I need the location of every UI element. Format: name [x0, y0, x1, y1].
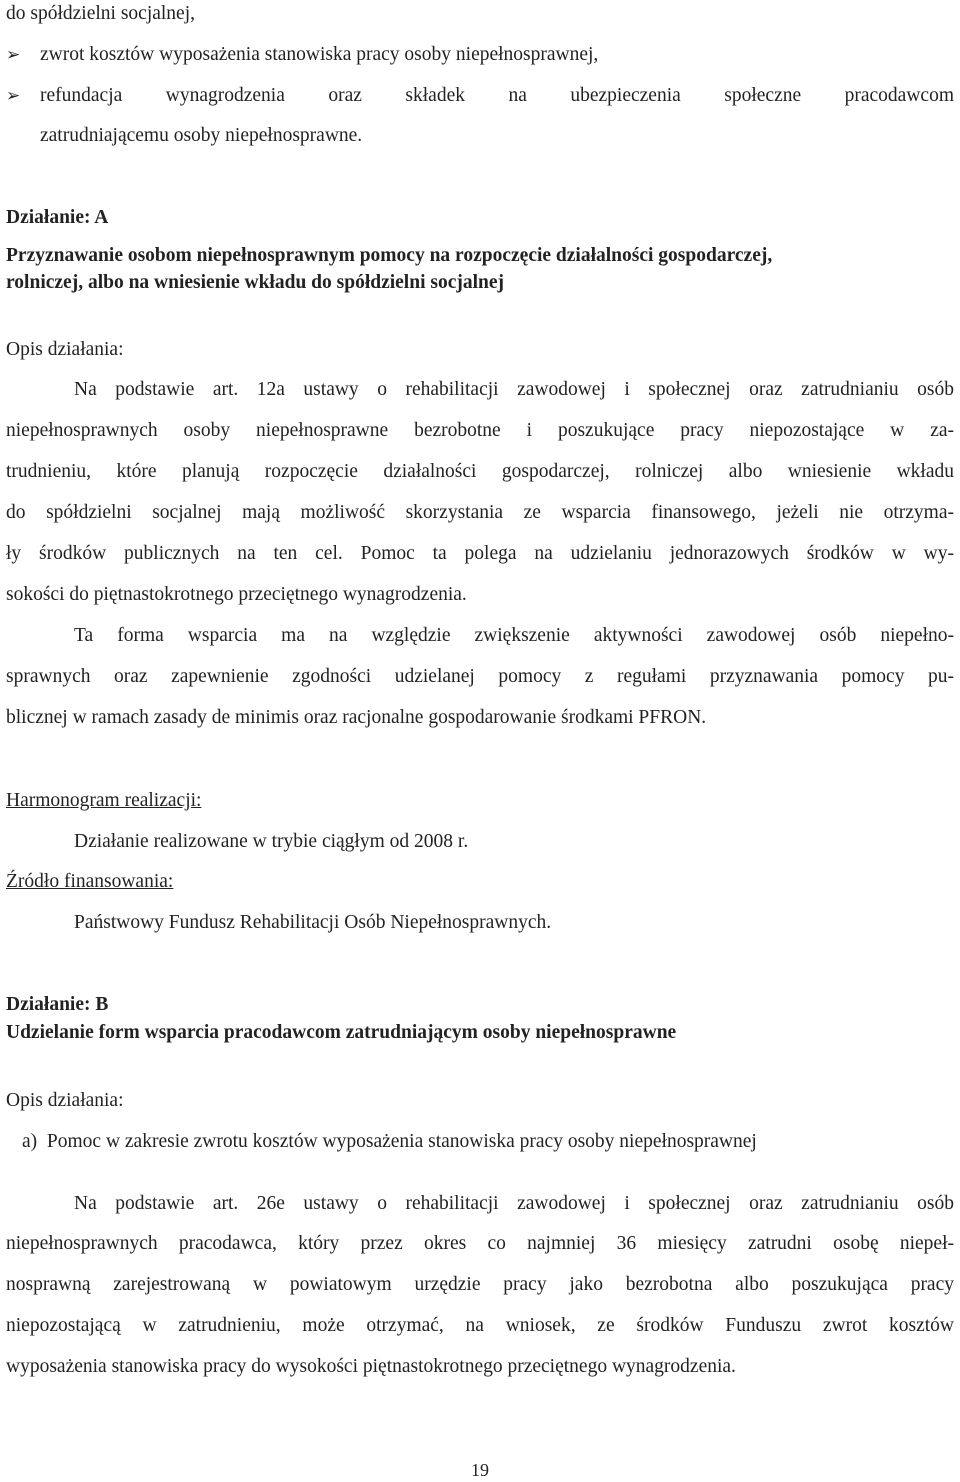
zrodlo-label: Źródło finansowania:	[6, 871, 174, 892]
paragraph-line: Ta forma wsparcia ma na względzie zwiększenie aktywności zawodowej osób niepełno-	[74, 625, 954, 646]
bullet-text: zwrot kosztów wyposażenia stanowiska pracy osoby niepełnosprawnej,	[40, 44, 599, 65]
paragraph-line: sokości do piętnastokrotnego przeciętnego wynagrodzenia.	[6, 584, 467, 605]
arrow-bullet-icon: ➢	[6, 86, 21, 105]
section-b-title: Udzielanie form wsparcia pracodawcom zatrudniającym osoby niepełnosprawne	[6, 1022, 677, 1043]
bullet-item	[6, 84, 954, 107]
paragraph-line: niepełnosprawnych pracodawca, który przez okres co najmniej 36 miesięcy zatrudni osobę niepeł-	[6, 1233, 954, 1254]
paragraph-line: Na podstawie art. 26e ustawy o rehabilitacji zawodowej i społecznej oraz zatrudnianiu osób	[74, 1193, 954, 1214]
opis-label: Opis działania:	[6, 1090, 124, 1111]
zrodlo-text: Państwowy Fundusz Rehabilitacji Osób Niepełnosprawnych.	[74, 912, 552, 933]
section-a-title-cont: rolniczej, albo na wniesienie wkładu do spółdzielni socjalnej	[6, 272, 505, 293]
paragraph-line: nosprawną zarejestrowaną w powiatowym urzędzie pracy jako bezrobotna albo poszukująca pracy	[6, 1274, 954, 1295]
paragraph-line: niepozostającą w zatrudnieniu, może otrzymać, na wniosek, ze środków Funduszu zwrot kosztów	[6, 1315, 954, 1336]
opis-label: Opis działania:	[6, 339, 124, 360]
harmonogram-label: Harmonogram realizacji:	[6, 790, 202, 811]
harmonogram-text: Działanie realizowane w trybie ciągłym od 2008 r.	[74, 831, 469, 852]
bullet-text: refundacja wynagrodzenia oraz składek na ubezpieczenia społeczne pracodawcom	[40, 85, 954, 106]
continued-line: do spółdzielni socjalnej,	[6, 3, 196, 24]
section-b-heading: Działanie: B	[6, 994, 109, 1015]
section-a-title: Przyznawanie osobom niepełnosprawnym pomocy na rozpoczęcie działalności gospodarczej,	[6, 245, 773, 266]
bullet-item	[6, 43, 598, 66]
paragraph-line: sprawnych oraz zapewnienie zgodności udzielanej pomocy z regułami przyznawania pomocy pu-	[6, 666, 954, 687]
paragraph-line: blicznej w ramach zasady de minimis oraz racjonalne gospodarowanie środkami PFRON.	[6, 707, 707, 728]
bullet-text-cont: zatrudniającemu osoby niepełnosprawne.	[40, 125, 363, 146]
paragraph-line: Na podstawie art. 12a ustawy o rehabilitacji zawodowej i społecznej oraz zatrudnianiu osób	[74, 379, 954, 400]
page-number: 19	[471, 1460, 489, 1480]
paragraph-line: do spółdzielni socjalnej mają możliwość skorzystania ze wsparcia finansowego, jeżeli nie otrzyma-	[6, 502, 954, 523]
section-a-heading: Działanie: A	[6, 207, 109, 228]
paragraph-line: trudnieniu, które planują rozpoczęcie działalności gospodarczej, rolniczej albo wniesienie wkładu	[6, 461, 954, 482]
arrow-bullet-icon: ➢	[6, 45, 21, 64]
list-item-a: a) Pomoc w zakresie zwrotu kosztów wyposażenia stanowiska pracy osoby niepełnosprawnej	[22, 1131, 757, 1152]
paragraph-line: ły środków publicznych na ten cel. Pomoc ta polega na udzielaniu jednorazowych środków w wy-	[6, 543, 954, 564]
paragraph-line: wyposażenia stanowiska pracy do wysokości piętnastokrotnego przeciętnego wynagrodzenia.	[6, 1356, 736, 1377]
paragraph-line: niepełnosprawnych osoby niepełnosprawne bezrobotne i poszukujące pracy niepozostające w za-	[6, 420, 954, 441]
